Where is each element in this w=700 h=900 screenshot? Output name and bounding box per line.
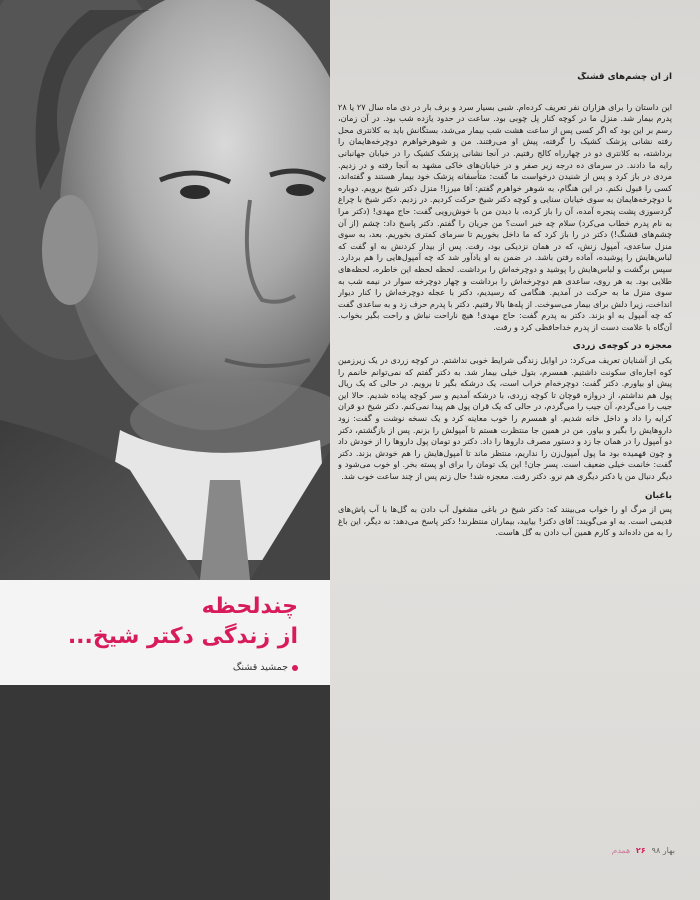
section-body-3: پس از مرگ او را خواب می‌بینند که: دکتر شیخ در باغی مشغول آب دادن به گل‌ها با آب پاش‌های قدیمی است. به او می‌گویند: آقای دکتر! بیایید، بیماران منتظرند! دکتر پاسخ می‌دهد: نه دیگر، این باغ را به من داده‌اند و کارم همین آب دادن به گل هاست.: [338, 504, 672, 538]
magazine-logo: همدم: [611, 846, 630, 855]
page-footer: [595, 846, 675, 855]
section-body-2: یکی از آشنایان تعریف می‌کرد: در اوایل زندگی شرایط خوبی نداشتم. در کوچه زردی در یک زیرزمین کوه اجاره‌ای سکونت داشتیم. همسرم، بتول خیلی بیمار شد. به دکتر گفتم که نمی‌توانم خانمم را پیش او بیاورم. دکتر گفت: دوچرخه‌ام خراب است، یک درشکه بگیر تا برویم. در حالی که یک ریال پول هم نداشتم، از دروازه قوچان تا کوچه زردی، با درشکه آمدیم و سر کوچه پیاده شدیم. حالا این جیب را می‌گردم، آن جیب را می‌گردم، در حالی که یک قران پول هم پیدا نمی‌کنم. دکتر شیخ دو قران کرایه را داد و داخل خانه شدیم. او همسرم را خوب معاینه کرد و یک نسخه نوشت و گفت: زود داروهایش را بگیر و بیاور. من در همین جا منتظرت هستم تا آمپولش را بزنم. پس از بازگشتم، دکتر دو آمپول را در همان جا زد و دستور مصرف داروها را داد. دکتر دو تومان پول داروها را از خودش داد و چون فهمیده بود ما پول آمپول‌زن را نداریم، منتظر ماند تا آمپول‌هایش را هم خودش بزند. دکتر گفت: خانمت خیلی ضعیف است. پسر جان! این یک تومان را برای او پسته بخر. او خوب می‌شود و دیگر دنبال من یا دکتر دیگری هم نرو. دکتر رفت. معجزه شد! حال زنم پس از چند ساعت خوب شد.: [338, 355, 672, 481]
issue-season: بهار ۹۸: [651, 846, 675, 855]
section-body-1: این داستان را برای هزاران نفر تعریف کرده‌ام. شبی بسیار سرد و برف بار در دی ماه سال ۲۷ یا ۲۸ پدرم بیمار شد. منزل ما در کوچه کنار پل چوبی بود. ساعت در حدود یازده شب بود. در آن زمان، رسم بر این بود که اگر کسی پس از ساعت هشت شب بیمار می‌شد، بستگانش باید به کلانتری محل رفته نشانی پزشک کشیک را گرفته، پیش او می‌رفتند. من و شوهرخواهرم دوچرخه‌هایمان را برداشته، به کلانتری دو در چهارراه کالج رفتیم. در آنجا نشانی پزشک کشیک را در خیابان جهانبانی رایه ما دادند. در سرمای ده درجه زیر صفر و در خیابان‌های خاکی مشهد به آنجا رفته و در زدیم. مردی در باز کرد و پس از شنیدن درخواست ما گفت: متأسفانه پزشک خود بیمار هستند و گفته‌اند، کسی را قبول نکنم. در این هنگام، به شوهر خواهرم گفتم: آقا میرزا! منزل دکتر شیخ برویم. دوباره با دوچرخه‌هایمان به سوی خیابان سنایی و کوچه دکتر شیخ حرکت کردیم. در زدیم. دکتر شیخ با چراغ گردسوزی پشت پنجره آمده، آن را باز کرده، با دیدن من با خوش‌رویی گفت: حاج مهدی! (دکتر مرا به نام پدرم خطاب می‌کرد) سلام چه خبر است؟ من جریان را گفتم. دکتر پاسخ داد: چشم (از آن چشم‌های قشنگ!) دکتر در را باز کرد که ما داخل بخوریم تا سرمای کمتری بخوریم. بعد، به سوی منزل ساعدی، آمپول زنش، که در همان نزدیکی بود، رفت. پس از بیدار کردنش به او گفت که لباس‌هایش را پوشیده، آماده رفتن باشد. در ضمن به او یادآور شد که چه آمپول‌هایی را هم بردارد. سپس برگشت و لباس‌هایش را پوشید و دوچرخه‌اش را برداشت. لحظه لحظه این خاطره، لحظه‌های طلایی بود. به هر روی، ساعدی هم دوچرخه‌اش را برداشت و چهار دوچرخه سوار در نیمه شب به سوی منزل ما به حرکت در آمدیم. هنگامی که رسیدیم، دکتر با عجله دوچرخه‌اش را کنار دیوار انداخت، زیرا دلش برای بیمار می‌سوخت. از پله‌ها بالا رفتیم. دکتر با پدرم حرف زد و به ساعدی گفت که چه آمپول به او بزند. دکتر به پدرم گفت: حاج مهدی! هیچ ناراحت نباش و راحت بگیر بخواب. آن‌گاه با علامت دست از پدرم خداحافظی کرد و رفت.: [338, 101, 672, 332]
portrait-photo: [0, 0, 330, 900]
page-number: ۲۶: [635, 846, 646, 855]
section-heading-2: معجزه در کوچه‌ی زردی: [572, 341, 672, 352]
section-heading-3: باغبان: [644, 490, 672, 501]
bullet-dot-icon: [292, 665, 298, 671]
article-title-line-2: از زندگی دکتر شیخ...: [67, 624, 298, 649]
article-text-column: [338, 72, 672, 862]
article-title-line-1: چندلحظه: [201, 594, 298, 619]
title-card: [0, 580, 330, 685]
author-name: جمشید قشنگ: [232, 662, 288, 673]
section-heading-1: از آن چشم‌های قشنگ: [577, 72, 672, 82]
author-byline: [233, 662, 298, 673]
portrait-image: [0, 0, 330, 900]
